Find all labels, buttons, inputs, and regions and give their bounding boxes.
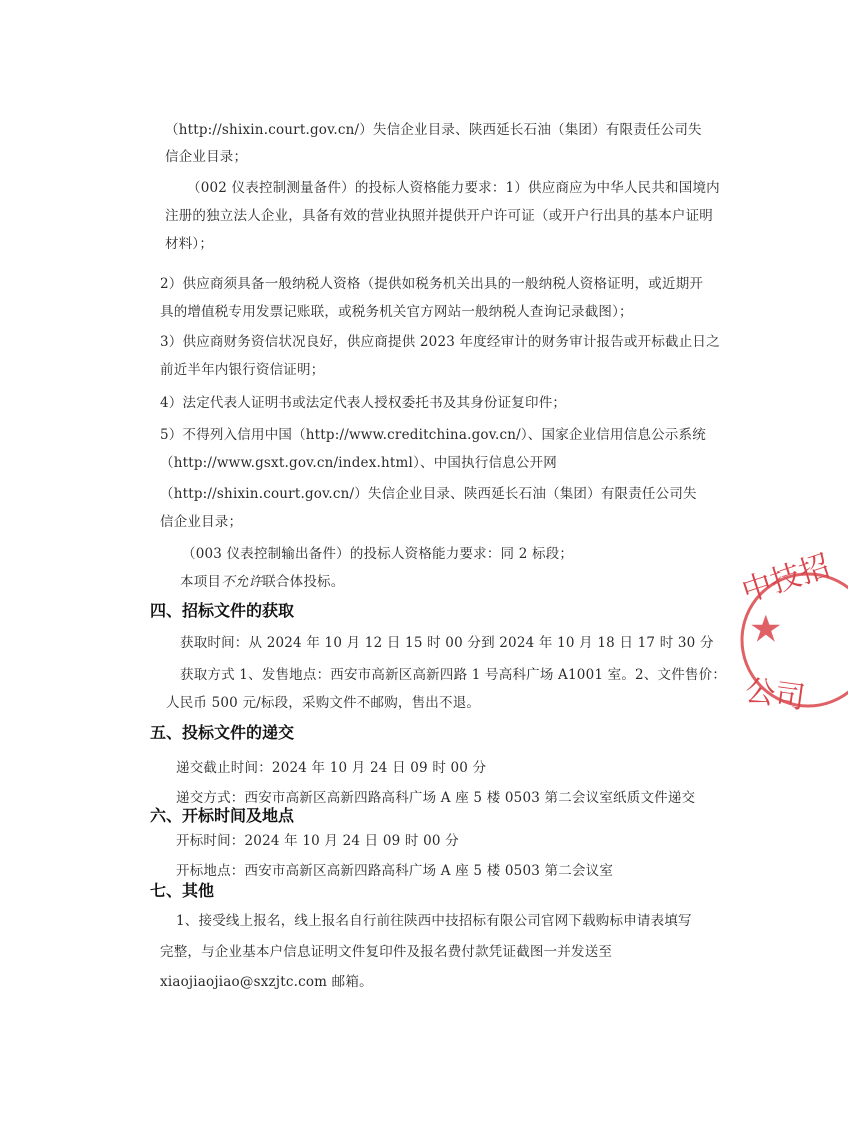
text-line: （http://shixin.court.gov.cn/）失信企业目录、陕西延长石油（集团）有限责任公司失 (165, 122, 702, 138)
text-line: 递交方式：西安市高新区高新四路高科广场 A 座 5 楼 0503 第二会议室纸质文件递交 (176, 790, 696, 806)
text-line: 人民币 500 元/标段，采购文件不邮购，售出不退。 (166, 695, 481, 711)
text-line: 开标地点：西安市高新区高新四路高科广场 A 座 5 楼 0503 第二会议室 (176, 863, 614, 879)
text-line: 信企业目录； (165, 149, 248, 165)
text-line: 递交截止时间：2024 年 10 月 24 日 09 时 00 分 (176, 760, 487, 776)
text-line: （003 仪表控制输出备件）的投标人资格能力要求：同 2 标段； (182, 546, 574, 562)
text-line (180, 572, 344, 592)
text-line: xiaojiaojiao@sxzjtc.com 邮箱。 (160, 974, 373, 990)
text-line: 获取方式 1、发售地点：西安市高新区高新四路 1 号高科广场 A1001 室。2、文件售价： (180, 667, 727, 683)
text-line: 材料）； (165, 236, 214, 252)
text-line: 获取时间：从 2024 年 10 月 12 日 15 时 00 分到 2024 年 10 月 18 日 17 时 30 分 (180, 635, 714, 651)
text-line: 开标时间：2024 年 10 月 24 日 09 时 00 分 (176, 833, 459, 849)
text-line: 完整，与企业基本户信息证明文件复印件及报名费付款凭证截图一并发送至 (160, 944, 613, 960)
company-seal (737, 548, 848, 720)
section-heading: 六、开标时间及地点 (150, 806, 295, 825)
text-line: 前近半年内银行资信证明； (160, 362, 325, 378)
text-span: 联合体投标。 (262, 574, 345, 590)
section-heading: 七、其他 (150, 881, 215, 900)
text-line: （http://shixin.court.gov.cn/）失信企业目录、陕西延长石油（集团）有限责任公司失 (160, 486, 697, 502)
seal-text: 中技招 (737, 548, 835, 610)
text-line: 2）供应商须具备一般纳税人资格（提供如税务机关出具的一般纳税人资格证明，或近期开 (160, 276, 704, 292)
text-line: 4）法定代表人证明书或法定代表人授权委托书及其身份证复印件； (160, 395, 567, 411)
text-line: 3）供应商财务资信状况良好，供应商提供 2023 年度经审计的财务审计报告或开标截止日之 (160, 334, 720, 350)
text-line: 1、接受线上报名，线上报名自行前往陕西中技招标有限公司官网下载购标申请表填写 (176, 913, 692, 929)
section-heading: 四、招标文件的获取 (150, 601, 295, 620)
text-line: 5）不得列入信用中国（http://www.creditchina.gov.cn/）、国家企业信用信息公示系统 (160, 427, 706, 443)
seal-text: 公司 (742, 673, 808, 717)
text-span: 本项目 (180, 574, 222, 590)
text-line: 具的增值税专用发票记账联，或税务机关官方网站一般纳税人查询记录截图）； (160, 304, 633, 320)
seal-star-icon (751, 615, 780, 642)
emphasis-text: 不允许 (221, 574, 263, 590)
text-line: （002 仪表控制测量备件）的投标人资格能力要求：1）供应商应为中华人民共和国境内 (187, 180, 720, 196)
text-line: （http://www.gsxt.gov.cn/index.html）、中国执行信息公开网 (160, 455, 558, 471)
section-heading: 五、投标文件的递交 (150, 723, 295, 742)
text-line: 注册的独立法人企业，具备有效的营业执照并提供开户许可证（或开户行出具的基本户证明 (165, 208, 713, 224)
text-line: 信企业目录； (160, 514, 243, 530)
